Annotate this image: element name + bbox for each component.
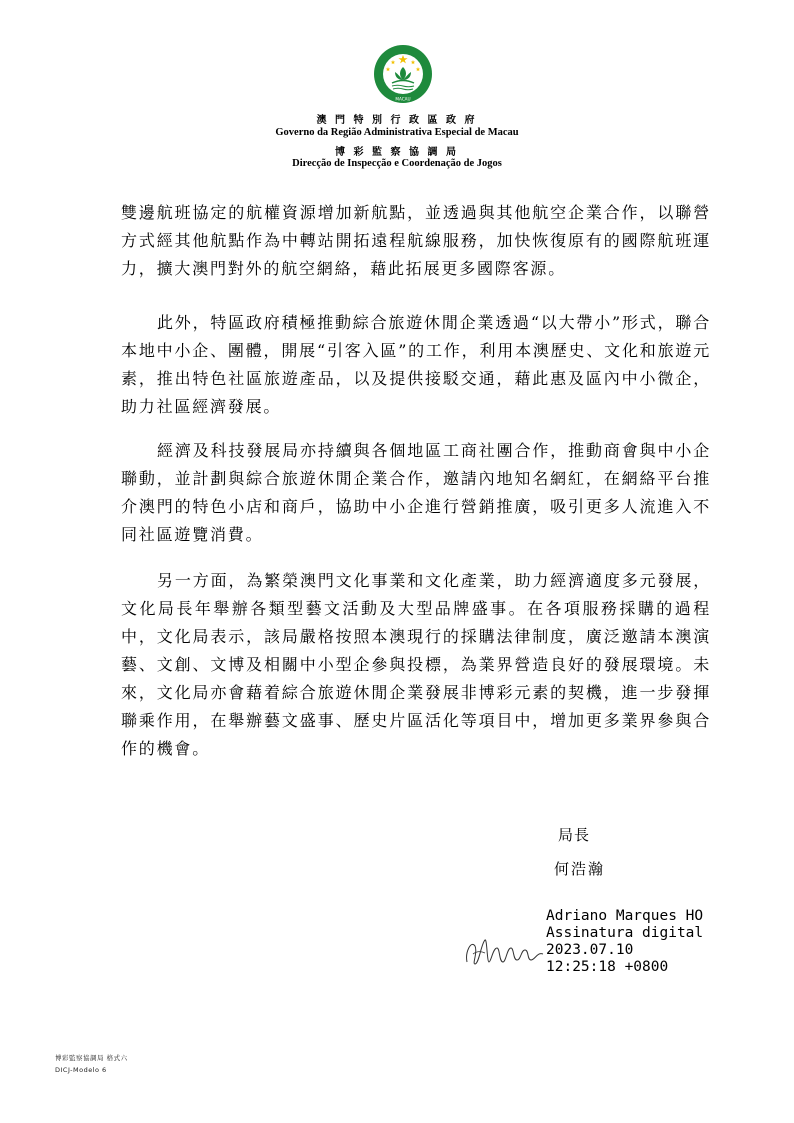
body-paragraph: 經濟及科技發展局亦持續與各個地區工商社團合作，推動商會與中小企聯動，並計劃與綜合旅遊休閒企業合作，邀請內地知名網紅，在網絡平台推介澳門的特色小店和商戶，協助中小企進行營銷推廣，吸引更多人流進入不同社區遊覽消費。: [121, 441, 711, 544]
digital-signature-date: 2023.07.10: [546, 942, 634, 958]
handwritten-signature-icon: [463, 924, 547, 970]
macau-emblem-icon: [373, 44, 433, 104]
body-paragraph: 此外，特區政府積極推動綜合旅遊休閒企業透過“以大帶小”形式，聯合本地中小企、團體，開展“引客入區”的工作，利用本澳歷史、文化和旅遊元素，推出特色社區旅遊產品，以及提供接駁交通，藉此惠及區內中小微企，助力社區經濟發展。: [121, 313, 711, 416]
signatory-name: 何浩瀚: [554, 860, 606, 878]
form-code-chinese: 博彩監察協調局 格式六: [55, 1054, 128, 1062]
body-paragraph: 雙邊航班協定的航權資源增加新航點，並透過與其他航空企業合作，以聯營方式經其他航點作為中轉站開拓遠程航線服務，加快恢復原有的國際航班運力，擴大澳門對外的航空網絡，藉此拓展更多國際客源。: [121, 203, 711, 278]
department-name-chinese: 博 彩 監 察 協 調 局: [335, 147, 459, 158]
digital-signer-name: Adriano Marques HO: [546, 908, 704, 924]
digital-signature-label: Assinatura digital: [546, 925, 704, 941]
body-paragraph: 另一方面，為繁榮澳門文化事業和文化產業，助力經濟適度多元發展，文化局長年舉辦各類型藝文活動及大型品牌盛事。在各項服務採購的過程中，文化局表示，該局嚴格按照本澳現行的採購法律制度，廣泛邀請本澳演藝、文創、文博及相關中小型企參與投標，為業界營造良好的發展環境。未來，文化局亦會藉着綜合旅遊休閒企業發展非博彩元素的契機，進一步發揮聯乘作用，在舉辦藝文盛事、歷史片區活化等項目中，增加更多業界參與合作的機會。: [121, 571, 711, 758]
government-name-portuguese: Governo da Região Administrativa Especial de Macau: [275, 127, 519, 138]
digital-signature-stamp: [546, 908, 703, 976]
form-code-portuguese: DICJ-Modelo 6: [55, 1066, 107, 1074]
department-name-portuguese: Direcção de Inspecção e Coordenação de Jogos: [292, 158, 502, 169]
signatory-title: 局長: [558, 826, 591, 844]
svg-text:MACAU: MACAU: [395, 96, 411, 102]
form-footer: [55, 1052, 128, 1076]
digital-signature-time: 12:25:18 +0800: [546, 959, 669, 975]
government-name-chinese: 澳 門 特 別 行 政 區 政 府: [316, 115, 478, 126]
